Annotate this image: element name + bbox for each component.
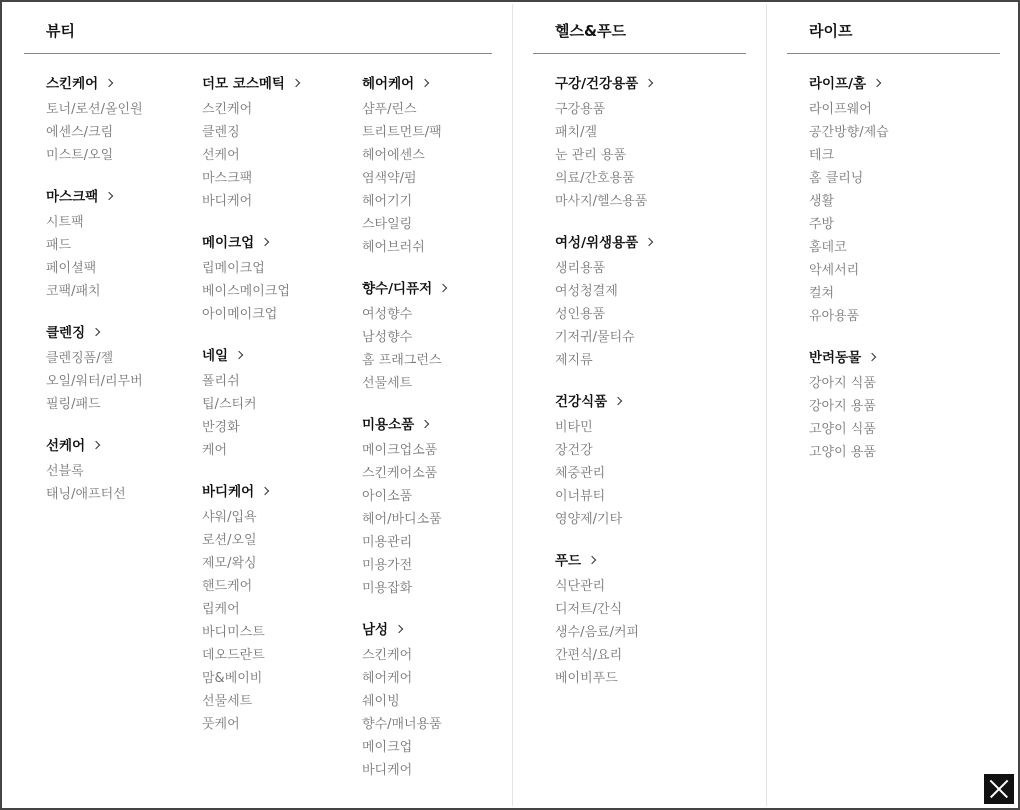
section-health-food <box>533 2 746 808</box>
category-title-label: 더모 코스메틱 <box>202 76 285 92</box>
chevron-right-icon <box>235 350 243 358</box>
category-title-label: 여성/위생용품 <box>555 235 639 251</box>
subcategory-link[interactable]: 샤워/입욕 <box>202 510 257 525</box>
subcategory-link[interactable]: 염색약/펌 <box>362 171 417 186</box>
subcategory-link[interactable]: 아이메이크업 <box>202 307 278 322</box>
chevron-right-icon <box>92 440 100 448</box>
category-group <box>202 344 352 465</box>
category-group <box>555 72 705 216</box>
category-title-label: 푸드 <box>555 553 582 569</box>
subcategory-link[interactable]: 홈 클리닝 <box>809 171 864 186</box>
subcategory-link[interactable]: 필링/패드 <box>46 397 101 412</box>
menu-column <box>202 72 352 754</box>
menu-column <box>362 72 512 800</box>
subcategory-link[interactable]: 오일/워터/리무버 <box>46 374 143 389</box>
category-title-link[interactable] <box>46 434 99 454</box>
subcategory-link[interactable]: 바디케어 <box>362 763 413 778</box>
chevron-right-icon <box>261 237 269 245</box>
category-title-label: 건강식품 <box>555 394 608 410</box>
subcategory-link[interactable]: 스킨케어소품 <box>362 466 438 481</box>
menu-column <box>555 72 705 708</box>
subcategory-link[interactable]: 체중관리 <box>555 466 606 481</box>
category-group <box>46 72 196 170</box>
category-group <box>46 434 196 509</box>
subcategory-link[interactable]: 코팩/패치 <box>46 284 101 299</box>
subcategory-link[interactable]: 샴푸/린스 <box>362 102 417 117</box>
subcategory-link[interactable]: 간편식/요리 <box>555 648 623 663</box>
subcategory-link[interactable]: 팁/스티커 <box>202 397 257 412</box>
subcategory-link[interactable]: 주방 <box>809 217 835 232</box>
subcategory-link[interactable]: 바디케어 <box>202 194 253 209</box>
category-title-label: 선케어 <box>46 438 86 454</box>
section-divider-line <box>787 53 1000 54</box>
subcategory-link[interactable]: 미용가전 <box>362 558 413 573</box>
subcategory-link[interactable]: 메이크업소품 <box>362 443 438 458</box>
subcategory-link[interactable]: 아이소품 <box>362 489 413 504</box>
subcategory-link[interactable]: 마스크팩 <box>202 171 253 186</box>
subcategory-link[interactable]: 고양이 식품 <box>809 422 876 437</box>
subcategory-link[interactable]: 태닝/애프터선 <box>46 487 126 502</box>
category-group <box>555 390 705 534</box>
category-group <box>809 72 959 331</box>
section-life <box>787 2 1000 808</box>
subcategory-link[interactable]: 유아용품 <box>809 309 860 324</box>
category-title-link[interactable] <box>362 72 428 92</box>
subcategory-link[interactable]: 바디미스트 <box>202 625 265 640</box>
category-group <box>362 618 512 785</box>
category-title-label: 메이크업 <box>202 235 255 251</box>
subcategory-link[interactable]: 페이셜팩 <box>46 261 97 276</box>
subcategory-link[interactable]: 패치/겔 <box>555 125 598 140</box>
subcategory-link[interactable]: 미스트/오일 <box>46 148 114 163</box>
subcategory-link[interactable]: 영양제/기타 <box>555 512 623 527</box>
subcategory-link[interactable]: 클렌징폼/젤 <box>46 351 114 366</box>
category-title-link[interactable] <box>202 231 268 251</box>
chevron-right-icon <box>588 555 596 563</box>
category-group <box>202 72 352 216</box>
subcategory-link[interactable]: 테크 <box>809 148 835 163</box>
subcategory-link[interactable]: 헤어기기 <box>362 194 413 209</box>
subcategory-link[interactable]: 향수/매너용품 <box>362 717 442 732</box>
subcategory-link[interactable]: 데오드란트 <box>202 648 265 663</box>
subcategory-link[interactable]: 의료/간호용품 <box>555 171 635 186</box>
section-divider-line <box>533 53 746 54</box>
subcategory-link[interactable]: 이너뷰티 <box>555 489 606 504</box>
section-divider <box>766 4 767 806</box>
section-divider-line <box>24 53 492 54</box>
chevron-right-icon <box>92 327 100 335</box>
category-title-label: 마스크팩 <box>46 189 99 205</box>
category-title-label: 라이프/홈 <box>809 76 867 92</box>
subcategory-link[interactable]: 로션/오일 <box>202 533 257 548</box>
category-title-label: 구강/건강용품 <box>555 76 639 92</box>
subcategory-link[interactable]: 제지류 <box>555 353 593 368</box>
category-group <box>555 231 705 375</box>
subcategory-link[interactable]: 눈 관리 용품 <box>555 148 627 163</box>
subcategory-link[interactable]: 헤어에센스 <box>362 148 425 163</box>
subcategory-link[interactable]: 베이비푸드 <box>555 671 618 686</box>
subcategory-link[interactable]: 미용관리 <box>362 535 413 550</box>
category-title-link[interactable] <box>809 72 880 92</box>
chevron-right-icon <box>868 352 876 360</box>
subcategory-link[interactable]: 생수/음료/커피 <box>555 625 640 640</box>
category-title-link[interactable] <box>809 346 875 366</box>
category-group <box>202 480 352 739</box>
subcategory-link[interactable]: 홈데코 <box>809 240 847 255</box>
subcategory-link[interactable]: 패드 <box>46 238 72 253</box>
category-title-link[interactable] <box>46 72 112 92</box>
category-title-link[interactable] <box>555 231 652 251</box>
subcategory-link[interactable]: 마사지/헬스용품 <box>555 194 648 209</box>
subcategory-link[interactable]: 폴리쉬 <box>202 374 240 389</box>
category-title-label: 미용소품 <box>362 417 415 433</box>
subcategory-link[interactable]: 강아지 용품 <box>809 399 876 414</box>
chevron-right-icon <box>614 396 622 404</box>
subcategory-link[interactable]: 케어 <box>202 443 228 458</box>
subcategory-link[interactable]: 성인용품 <box>555 307 606 322</box>
subcategory-link[interactable]: 헤어브러쉬 <box>362 240 425 255</box>
chevron-right-icon <box>873 78 881 86</box>
subcategory-link[interactable]: 립메이크업 <box>202 261 265 276</box>
subcategory-link[interactable]: 트리트먼트/팩 <box>362 125 442 140</box>
subcategory-link[interactable]: 식단관리 <box>555 579 606 594</box>
subcategory-link[interactable]: 스킨케어 <box>362 648 413 663</box>
subcategory-link[interactable]: 선물세트 <box>362 376 413 391</box>
menu-column <box>46 72 196 524</box>
subcategory-link[interactable]: 여성청결제 <box>555 284 618 299</box>
chevron-right-icon <box>105 191 113 199</box>
subcategory-link[interactable]: 장건강 <box>555 443 593 458</box>
chevron-right-icon <box>645 237 653 245</box>
menu-column <box>809 72 959 482</box>
subcategory-link[interactable]: 악세서리 <box>809 263 860 278</box>
category-title-link[interactable] <box>362 277 446 297</box>
category-title-label: 네일 <box>202 348 229 364</box>
subcategory-link[interactable]: 생리용품 <box>555 261 606 276</box>
category-group <box>46 185 196 306</box>
category-title-link[interactable] <box>362 618 402 638</box>
category-group <box>202 231 352 329</box>
subcategory-link[interactable]: 시트팩 <box>46 215 84 230</box>
subcategory-link[interactable]: 여성향수 <box>362 307 413 322</box>
subcategory-link[interactable]: 생활 <box>809 194 835 209</box>
category-group <box>362 277 512 398</box>
category-title-label: 향수/디퓨저 <box>362 281 433 297</box>
subcategory-link[interactable]: 메이크업 <box>362 740 413 755</box>
section-title: 헬스&푸드 <box>555 22 627 40</box>
subcategory-link[interactable]: 토너/로션/올인원 <box>46 102 143 117</box>
subcategory-link[interactable]: 구강용품 <box>555 102 606 117</box>
subcategory-link[interactable]: 미용잡화 <box>362 581 413 596</box>
chevron-right-icon <box>105 78 113 86</box>
category-title-link[interactable] <box>202 480 268 500</box>
category-title-label: 클렌징 <box>46 325 86 341</box>
category-group <box>362 72 512 262</box>
section-beauty <box>24 2 492 808</box>
category-title-link[interactable] <box>555 390 621 410</box>
section-divider <box>512 4 513 806</box>
subcategory-link[interactable]: 선블록 <box>46 464 84 479</box>
category-title-label: 남성 <box>362 622 389 638</box>
subcategory-link[interactable]: 스타일링 <box>362 217 413 232</box>
category-title-label: 헤어케어 <box>362 76 415 92</box>
subcategory-link[interactable]: 반경화 <box>202 420 240 435</box>
category-title-label: 바디케어 <box>202 484 255 500</box>
category-title-link[interactable] <box>202 72 299 92</box>
subcategory-link[interactable]: 고양이 용품 <box>809 445 876 460</box>
subcategory-link[interactable]: 에센스/크림 <box>46 125 114 140</box>
subcategory-link[interactable]: 맘&베이비 <box>202 671 263 686</box>
chevron-right-icon <box>261 486 269 494</box>
chevron-right-icon <box>421 419 429 427</box>
subcategory-link[interactable]: 베이스메이크업 <box>202 284 290 299</box>
category-group <box>362 413 512 603</box>
section-title: 라이프 <box>809 22 853 40</box>
category-title-link[interactable] <box>555 549 595 569</box>
category-title-link[interactable] <box>555 72 652 92</box>
close-icon[interactable] <box>984 774 1014 804</box>
category-title-link[interactable] <box>46 185 112 205</box>
chevron-right-icon <box>292 78 300 86</box>
category-title-link[interactable] <box>362 413 428 433</box>
subcategory-link[interactable]: 핸드케어 <box>202 579 253 594</box>
subcategory-link[interactable]: 남성향수 <box>362 330 413 345</box>
subcategory-link[interactable]: 홈 프래그런스 <box>362 353 442 368</box>
subcategory-link[interactable]: 클렌징 <box>202 125 240 140</box>
chevron-right-icon <box>395 624 403 632</box>
subcategory-link[interactable]: 헤어케어 <box>362 671 413 686</box>
category-title-label: 스킨케어 <box>46 76 99 92</box>
subcategory-link[interactable]: 풋케어 <box>202 717 240 732</box>
subcategory-link[interactable]: 쉐이빙 <box>362 694 400 709</box>
subcategory-link[interactable]: 선케어 <box>202 148 240 163</box>
chevron-right-icon <box>439 283 447 291</box>
subcategory-link[interactable]: 비타민 <box>555 420 593 435</box>
category-title-link[interactable] <box>46 321 99 341</box>
subcategory-link[interactable]: 라이프웨어 <box>809 102 872 117</box>
subcategory-link[interactable]: 디저트/간식 <box>555 602 623 617</box>
subcategory-link[interactable]: 강아지 식품 <box>809 376 876 391</box>
subcategory-link[interactable]: 헤어/바디소품 <box>362 512 442 527</box>
subcategory-link[interactable]: 선물세트 <box>202 694 253 709</box>
category-group <box>555 549 705 693</box>
subcategory-link[interactable]: 립케어 <box>202 602 240 617</box>
chevron-right-icon <box>645 78 653 86</box>
subcategory-link[interactable]: 스킨케어 <box>202 102 253 117</box>
chevron-right-icon <box>421 78 429 86</box>
subcategory-link[interactable]: 공간방향/제습 <box>809 125 889 140</box>
category-title-link[interactable] <box>202 344 242 364</box>
subcategory-link[interactable]: 컬쳐 <box>809 286 835 301</box>
subcategory-link[interactable]: 제모/왁싱 <box>202 556 257 571</box>
category-title-label: 반려동물 <box>809 350 862 366</box>
category-group <box>809 346 959 467</box>
section-title: 뷰티 <box>46 22 75 40</box>
category-group <box>46 321 196 419</box>
subcategory-link[interactable]: 기저귀/물티슈 <box>555 330 635 345</box>
